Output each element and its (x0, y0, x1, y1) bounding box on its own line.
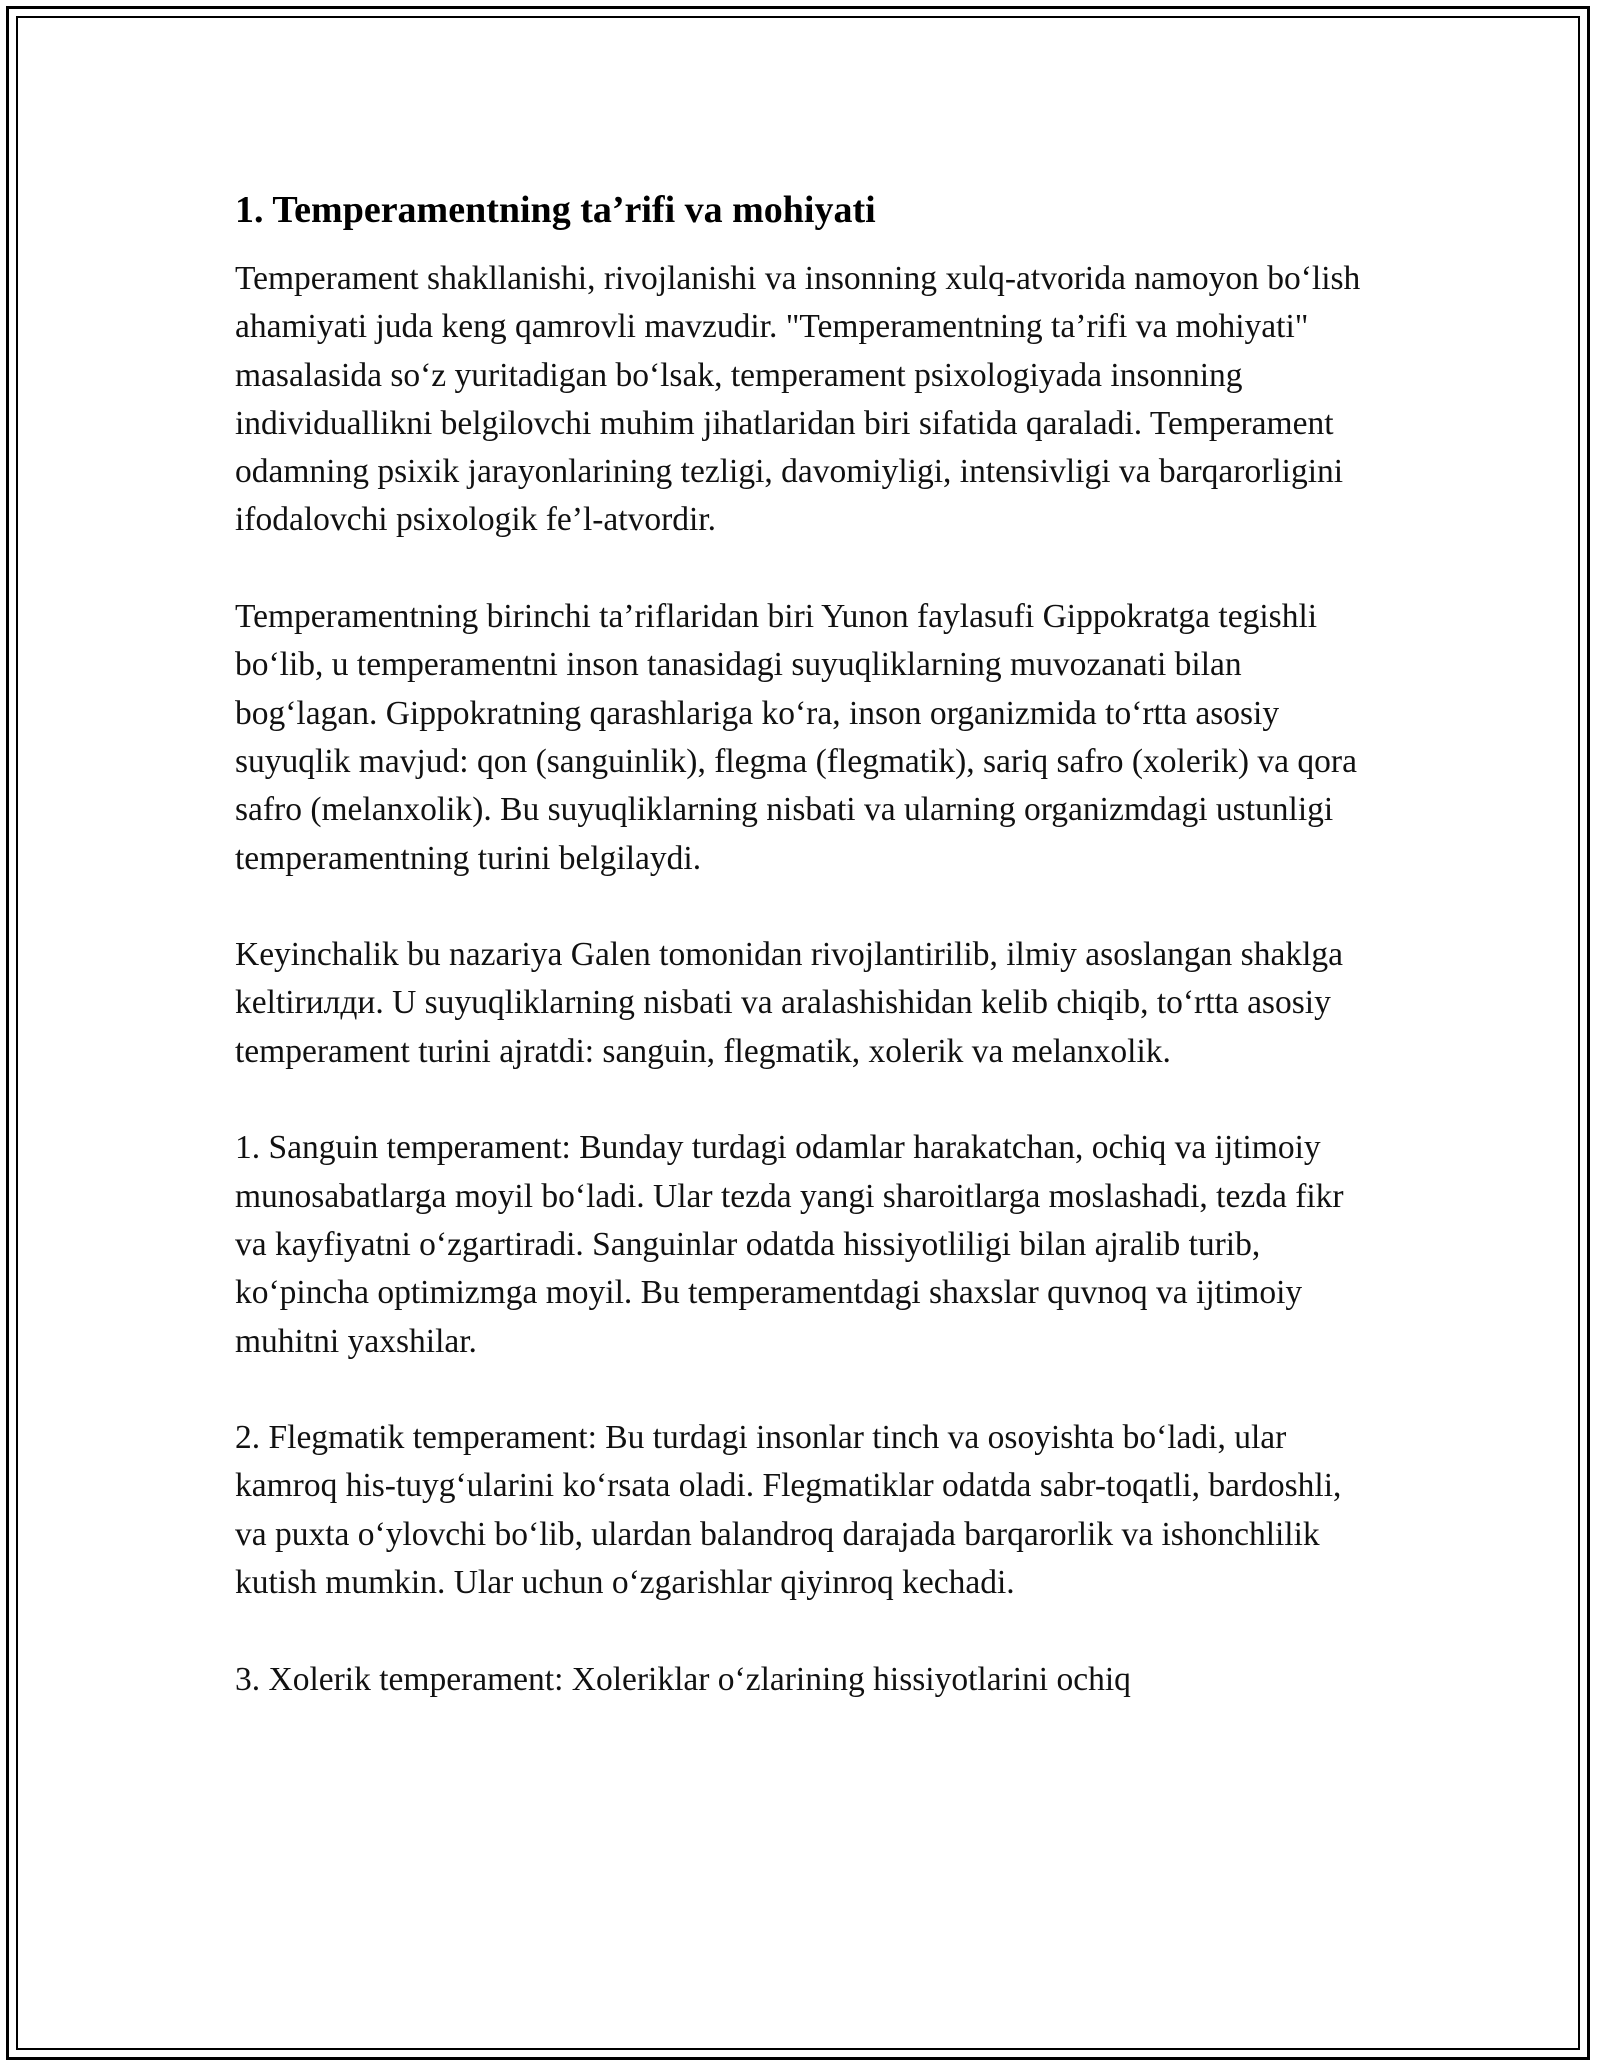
document-body (235, 185, 1375, 1752)
section-heading: 1. Temperamentning ta’rifi va mohiyati (235, 189, 876, 231)
paragraph-phlegmatic: 2. Flegmatik temperament: Bu turdagi insonlar tinch va osoyishta bo‘ladi, ular kamroq his-tuyg‘ularini ko‘rsata oladi. Flegmatiklar odatda sabr-toqatli, bardoshli, va puxta o‘ylovchi bo‘lib, ulardan balandroq darajada barqarorlik va ishonchlilik kutish mumkin. Ular uchun o‘zgarishlar qiyinroq kechadi. (235, 1419, 1342, 1602)
paragraph-sanguine: 1. Sanguin temperament: Bunday turdagi odamlar harakatchan, ochiq va ijtimoiy munosabatlarga moyil bo‘ladi. Ular tezda yangi sharoitlarga moslashadi, tezda fikr va kayfiyatni o‘zgartiradi. Sanguinlar odatda hissiyotliligi bilan ajralib turib, ko‘pincha optimizmga moyil. Bu temperamentdagi shaxslar quvnoq va ijtimoiy muhitni yaxshilar. (235, 1129, 1344, 1360)
paragraph-definition: Temperament shakllanishi, rivojlanishi va insonning xulq-atvorida namoyon bo‘lish ahamiyati juda keng qamrovli mavzudir. "Temperamentning ta’rifi va mohiyati" masalasida so‘z yuritadigan bo‘lsak, temperament psixologiyada insonning individuallikni belgilovchi muhim jihatlaridan biri sifatida qaraladi. Temperament odamning psixik jarayonlarining tezligi, davomiyligi, intensivligi va barqarorligini ifodalovchi psixologik fe’l-atvordir. (235, 260, 1361, 539)
paragraph-galen: Keyinchalik bu nazariya Galen tomonidan rivojlantirilib, ilmiy asoslangan shaklga keltirилди. U suyuqliklarning nisbati va aralashishidan kelib chiqib, to‘rtta asosiy temperament turini ajratdi: sanguin, flegmatik, xolerik va melanxolik. (235, 936, 1344, 1070)
paragraph-hippocrates: Temperamentning birinchi ta’riflaridan biri Yunon faylasufi Gippokratga tegishli bo‘lib, u temperamentni inson tanasidagi suyuqliklarning muvozanati bilan bog‘lagan. Gippokratning qarashlariga ko‘ra, inson organizmida to‘rtta asosiy suyuqlik mavjud: qon (sanguinlik), flegma (flegmatik), sariq safro (xolerik) va qora safro (melanxolik). Bu suyuqliklarning nisbati va ularning organizmdagi ustunligi temperamentning turini belgilaydi. (235, 598, 1357, 877)
paragraph-choleric: 3. Xolerik temperament: Xoleriklar o‘zlarining hissiyotlarini ochiq (235, 1660, 1131, 1698)
